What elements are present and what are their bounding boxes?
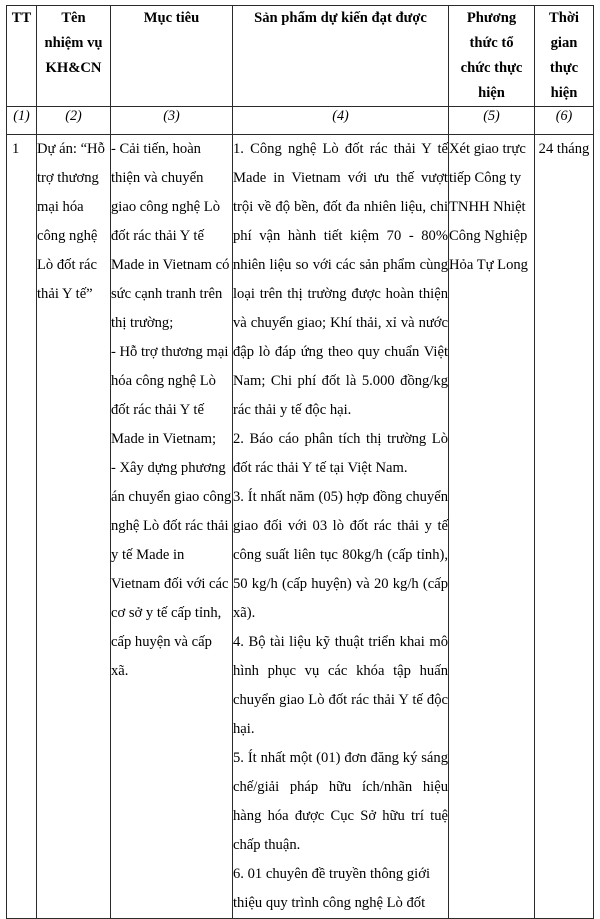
header-line: hiện (550, 85, 578, 101)
task-list-table (6, 5, 594, 919)
header-line: gian (550, 35, 578, 51)
objective-item: - Hỗ trợ thương mại hóa công nghệ Lò đốt rác thải Y tế Made in Vietnam; (111, 344, 229, 447)
header-line: chức thực (460, 60, 523, 76)
cell-duration (535, 135, 594, 919)
column-number-5: (5) (449, 107, 535, 135)
table-numbering-row (7, 107, 594, 135)
header-line: KH&CN (45, 60, 102, 76)
header-cell-tt (7, 6, 37, 107)
product-item: 3. Ít nhất năm (05) hợp đồng chuyển giao đối với 03 lò đốt rác thải y tế công suất liên tục 80kg/h (cấp tỉnh), 50 kg/h (cấp huyện) và 20 kg/h (cấp xã). (233, 489, 448, 621)
column-number-4: (4) (233, 107, 449, 135)
cell-organization-method (449, 135, 535, 919)
header-cell-objective (111, 6, 233, 107)
header-cell-expected-products (233, 6, 449, 107)
product-item: 6. 01 chuyên đề truyền thông giới thiệu quy trình công nghệ Lò đốt (233, 866, 430, 911)
cell-objectives (111, 135, 233, 919)
cell-expected-products (233, 135, 449, 919)
product-item: 2. Báo cáo phân tích thị trường Lò đốt rác thải Y tế tại Việt Nam. (233, 431, 448, 476)
table-row (7, 135, 594, 919)
objective-item: - Xây dựng phương án chuyển giao công nghệ Lò đốt rác thải y tế Made in Vietnam đối với các cơ sở y tế cấp tỉnh, cấp huyện và cấp xã. (111, 460, 232, 679)
header-line: Tên (61, 10, 86, 26)
header-line: Phương (466, 10, 517, 26)
product-item: 4. Bộ tài liệu kỹ thuật triển khai mô hình phục vụ các khóa tập huấn chuyển giao Lò đốt rác thải Y tế độc hại. (233, 634, 448, 737)
column-number-6: (6) (535, 107, 594, 135)
task-name-text: Dự án: “Hỗ trợ thương mại hóa công nghệ Lò đốt rác thải Y tế” (37, 141, 105, 302)
column-number-2: (2) (37, 107, 111, 135)
header-line: thực (549, 60, 579, 76)
header-line: thức tổ (469, 35, 514, 51)
header-cell-duration (535, 6, 594, 107)
header-cell-task-name (37, 6, 111, 107)
header-cell-organization-method (449, 6, 535, 107)
table-header-row (7, 6, 594, 107)
cell-task-name (37, 135, 111, 919)
organization-text: Xét giao trực tiếp Công ty TNHH Nhiệt Công Nghiệp Hỏa Tự Long (449, 141, 528, 273)
header-line: Thời (549, 10, 579, 26)
header-line: Mục tiêu (143, 10, 200, 26)
duration-text: 24 tháng (538, 141, 590, 157)
objective-item: - Cải tiến, hoàn thiện và chuyển giao công nghệ Lò đốt rác thải Y tế Made in Vietnam có sức cạnh tranh trên thị trường; (111, 141, 230, 331)
header-line: hiện (478, 85, 505, 101)
product-item: 1. Công nghệ Lò đốt rác thải Y tế Made in Vietnam với ưu thế vượt trội về độ bền, đốt đa nhiên liệu, chi phí vận hành tiết kiệm 70 - 80% nhiên liệu so với các sản phẩm cùng loại trên thị trường được hoàn thiện và chuyển giao; Khí thải, xỉ và nước đập lò đáp ứng theo quy chuẩn Việt Nam; Chi phí đốt là 5.000 đồng/kg rác thải y tế độc hại. (233, 141, 448, 418)
header-line: Sản phẩm dự kiến đạt được (254, 10, 427, 26)
header-line: TT (11, 10, 32, 26)
column-number-3: (3) (111, 107, 233, 135)
product-item: 5. Ít nhất một (01) đơn đăng ký sáng chế/giải pháp hữu ích/nhãn hiệu hàng hóa được Cục Sở hữu trí tuệ chấp thuận. (233, 750, 448, 853)
column-number-1: (1) (7, 107, 37, 135)
cell-row-index: 1 (7, 135, 37, 919)
header-line: nhiệm vụ (44, 35, 103, 51)
